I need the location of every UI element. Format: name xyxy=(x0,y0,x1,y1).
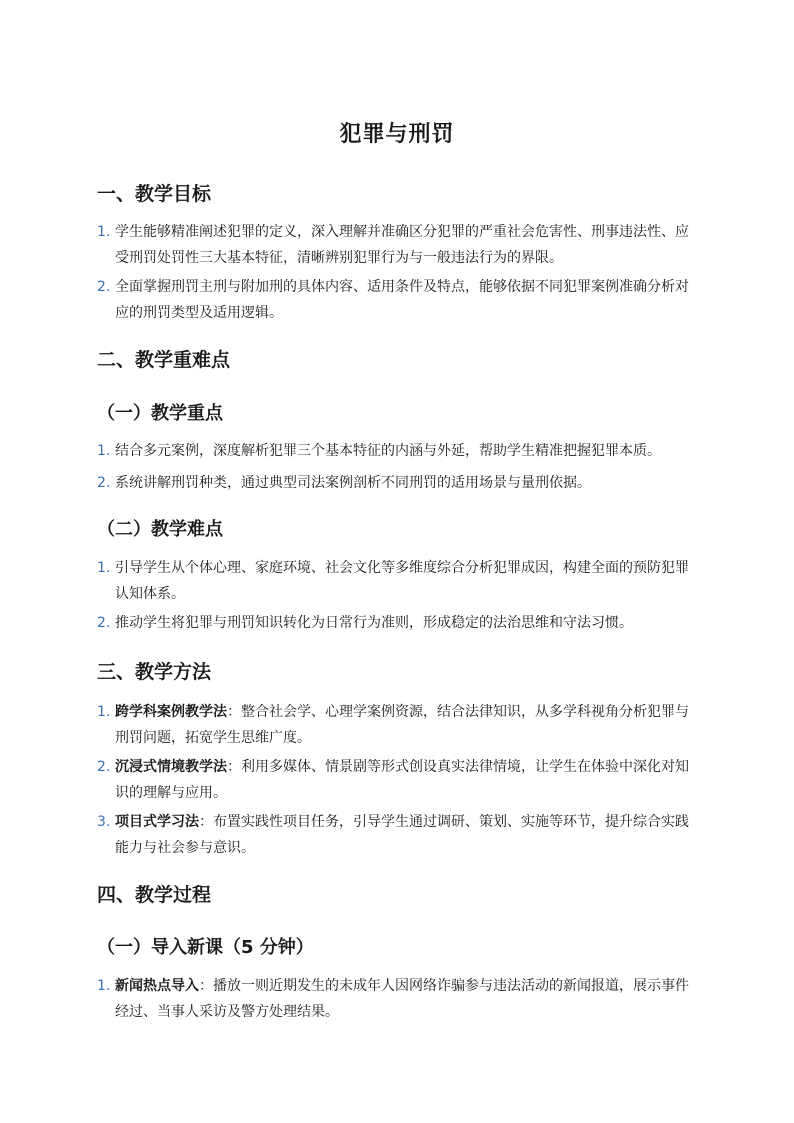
list-item-lead: 项目式学习法 xyxy=(115,814,199,830)
list-number: 1. xyxy=(97,704,111,720)
subsection-heading-difficulties: （二）教学难点 xyxy=(97,519,223,540)
list-item xyxy=(97,438,697,464)
section-heading-teaching-goals: 一、教学目标 xyxy=(97,183,212,205)
list-item-text: 学生能够精准阐述犯罪的定义，深入理解并准确区分犯罪的严重社会危害性、刑事违法性、应受刑罚处罚性三大基本特征，清晰辨别犯罪行为与一般违法行为的界限。 xyxy=(115,224,689,266)
list-item xyxy=(97,754,697,806)
list-item xyxy=(97,699,697,751)
list-item-text xyxy=(115,809,689,861)
list-item-text: 推动学生将犯罪与刑罚知识转化为日常行为准则，形成稳定的法治思维和守法习惯。 xyxy=(115,615,633,631)
list-item-text xyxy=(115,973,689,1025)
list-item-text: 结合多元案例，深度解析犯罪三个基本特征的内涵与外延，帮助学生精准把握犯罪本质。 xyxy=(115,443,661,459)
list-number: 2. xyxy=(97,279,111,295)
list-item xyxy=(97,274,697,326)
list-item-text: 引导学生从个体心理、家庭环境、社会文化等多维度综合分析犯罪成因，构建全面的预防犯罪认知体系。 xyxy=(115,560,689,602)
list-number: 1. xyxy=(97,560,111,576)
list-item xyxy=(97,555,697,607)
list-item-text xyxy=(115,699,689,751)
list-item-text xyxy=(115,754,689,806)
subsection-heading-focus: （一）教学重点 xyxy=(97,403,223,424)
section-heading-teaching-methods: 三、教学方法 xyxy=(97,661,212,683)
list-number: 2. xyxy=(97,615,111,631)
list-item xyxy=(97,973,697,1025)
list-item xyxy=(97,610,697,636)
list-item-lead: 跨学科案例教学法 xyxy=(115,704,227,720)
list-item xyxy=(97,809,697,861)
list-item-lead: 新闻热点导入 xyxy=(115,978,199,994)
list-item-text: 系统讲解刑罚种类，通过典型司法案例剖析不同刑罚的适用场景与量刑依据。 xyxy=(115,475,591,491)
list-item-body: ：播放一则近期发生的未成年人因网络诈骗参与违法活动的新闻报道，展示事件经过、当事人采访及警方处理结果。 xyxy=(115,978,689,1020)
list-item-body: ：利用多媒体、情景剧等形式创设真实法律情境，让学生在体验中深化对知识的理解与应用。 xyxy=(115,759,689,801)
list-number: 1. xyxy=(97,443,111,459)
list-item-text: 全面掌握刑罚主刑与附加刑的具体内容、适用条件及特点，能够依据不同犯罪案例准确分析对应的刑罚类型及适用逻辑。 xyxy=(115,279,689,321)
list-item-body: ：整合社会学、心理学案例资源，结合法律知识，从多学科视角分析犯罪与刑罚问题，拓宽学生思维广度。 xyxy=(115,704,689,746)
document-title: 犯罪与刑罚 xyxy=(339,122,455,147)
list-item-lead: 沉浸式情境教学法 xyxy=(115,759,227,775)
list-item-body: ：布置实践性项目任务，引导学生通过调研、策划、实施等环节，提升综合实践能力与社会参与意识。 xyxy=(115,814,689,856)
list-number: 1. xyxy=(97,978,111,994)
section-heading-key-points: 二、教学重难点 xyxy=(97,349,231,371)
list-number: 1. xyxy=(97,224,111,240)
list-item xyxy=(97,470,697,496)
section-heading-teaching-process: 四、教学过程 xyxy=(97,884,212,906)
subsection-heading-introduction: （一）导入新课（5 分钟） xyxy=(97,937,314,958)
list-number: 3. xyxy=(97,814,111,830)
list-number: 2. xyxy=(97,475,111,491)
list-number: 2. xyxy=(97,759,111,775)
list-item xyxy=(97,219,697,271)
